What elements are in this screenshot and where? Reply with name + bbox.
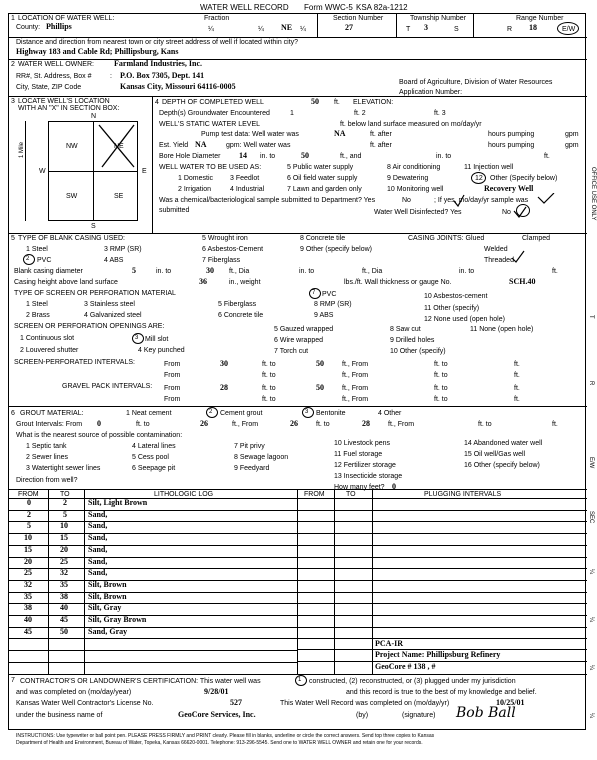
use-7: 7 Lawn and garden only: [287, 186, 362, 193]
x-mark-icon: [94, 121, 138, 171]
casing-1: 1 Steel: [26, 246, 48, 253]
sec3-number: 3: [11, 98, 15, 105]
margin-t: T: [588, 315, 594, 319]
grout-4: 4 Other: [378, 410, 402, 417]
log-cell-from: 35: [24, 591, 32, 601]
sw-label: SW: [66, 193, 78, 200]
contam-15: 15 Oil well/Gas well: [464, 451, 526, 458]
log-cell-lithology: Sand,: [88, 568, 108, 578]
opening-11: 11 None (open hole): [470, 326, 534, 333]
yield-after: ft. after: [370, 142, 392, 149]
gravel-ft-end: ft.: [514, 385, 520, 392]
log-cell-to: 50: [60, 626, 68, 636]
mile-label: 1 Mile: [19, 141, 25, 158]
use-3: 3 Feedlot: [230, 175, 260, 182]
gravel-ft-to-b: ft. to: [262, 396, 276, 403]
log-cell-to: 35: [60, 579, 68, 589]
threaded-check-icon: [510, 250, 526, 264]
contam-5: 5 Cess pool: [132, 454, 169, 461]
margin-q2: ¼: [588, 617, 594, 623]
disinfected-label: Water Well Disinfected? Yes: [374, 209, 462, 216]
use-12-number: 12: [475, 175, 483, 182]
pca-label: PCA-IR: [375, 639, 403, 648]
city-label: City, State, ZIP Code: [16, 84, 82, 91]
log-cell-to: 32: [60, 568, 68, 578]
log-cell-lithology: Sand,: [88, 521, 108, 531]
opening-4: 4 Key punched: [138, 347, 185, 354]
perf-from-1: From: [164, 361, 181, 368]
log-cell-lithology: Sand,: [88, 544, 108, 554]
blank-diameter-value: 5: [132, 266, 136, 275]
contam-3: 3 Watertight sewer lines: [26, 465, 101, 472]
grout-2-number: 2: [209, 409, 213, 415]
yield-tail: gpm: Well water was: [226, 142, 291, 149]
direction-label: Direction from well?: [16, 477, 78, 484]
groundwater-label: Depth(s) Groundwater Encountered: [159, 110, 270, 117]
margin-r: R: [588, 381, 594, 386]
application-label: Application Number:: [399, 89, 463, 96]
board-label: Board of Agriculture, Division of Water Resources: [399, 79, 553, 86]
height-value: 36: [199, 277, 207, 286]
bore-and: ft., and: [340, 153, 362, 160]
fraction-1: ¼: [208, 26, 214, 33]
use-12: Other (Specify below): [490, 175, 558, 182]
distance-value: Highway 183 and Cable Rd; Phillipsburg, Kans: [16, 47, 179, 56]
owner-value: Farmland Industries, Inc.: [114, 59, 203, 68]
log-cell-lithology: Sand,: [88, 533, 108, 543]
log-header-litho: LITHOLOGIC LOG: [154, 491, 214, 498]
log-cell-to: 15: [60, 533, 68, 543]
ksa-number: KSA 82a-1212: [356, 3, 408, 12]
contam-2: 2 Sewer lines: [26, 454, 69, 461]
pump-label: Pump test data: Well water was: [201, 131, 299, 138]
perf-ft-from-b: ft., From: [342, 372, 369, 379]
form-title: WATER WELL RECORD: [200, 3, 289, 12]
pump-value: NA: [334, 129, 346, 138]
screen-label: TYPE OF SCREEN OR PERFORATION MATERIAL: [14, 290, 176, 297]
contam-12: 12 Fertilizer storage: [334, 462, 396, 469]
south-label: S: [91, 223, 96, 230]
grout-to-2: 28: [362, 419, 370, 428]
log-cell-to: 2: [63, 498, 67, 507]
gauge-value: SCH.40: [509, 277, 536, 286]
joints-welded: Welded: [484, 246, 508, 253]
gravel-from-value: 28: [220, 383, 228, 392]
screen-4: 4 Galvanized steel: [84, 312, 142, 319]
casing-3: 3 RMP (SR): [104, 246, 142, 253]
ew-circle-mark: [557, 22, 579, 35]
perf-ft-to: ft. to: [262, 361, 276, 368]
record-label: and this record is true to the best of my knowledge and belief.: [346, 689, 537, 696]
howmany-label: How many feet?: [334, 484, 385, 491]
opening-6: 6 Wire wrapped: [274, 337, 324, 344]
log-cell-from: 45: [24, 626, 32, 636]
use-10: 10 Monitoring well: [387, 186, 444, 193]
fraction-3: NE: [281, 23, 293, 32]
use-5: 5 Public water supply: [287, 164, 354, 171]
use-8: 8 Air conditioning: [387, 164, 441, 171]
contam-1: 1 Septic tank: [26, 443, 67, 450]
casing-7: 7 Fiberglass: [202, 257, 241, 264]
log-cell-lithology: Sand,: [88, 509, 108, 519]
opening-3: Mill slot: [145, 336, 169, 343]
log-cell-to: 10: [60, 521, 68, 531]
by-label: (by): [356, 712, 369, 719]
static-tail: ft. below land surface measured on mo/day/yr: [340, 121, 482, 128]
chem-label: Was a chemical/bacteriological sample submitted to Department? Yes: [159, 197, 376, 204]
contam-8: 8 Sewage lagoon: [234, 454, 289, 461]
screen-9: 9 ABS: [314, 312, 334, 319]
margin-ew: E/W: [588, 457, 594, 469]
business-label: under the business name of: [16, 712, 103, 719]
contam-4: 4 Lateral lines: [132, 443, 176, 450]
sec3-label-1: LOCATE WELL'S LOCATION: [18, 98, 110, 105]
city-value: Kansas City, Missouri 64116-0005: [120, 82, 236, 91]
hours-label-1: hours pumping: [488, 131, 535, 138]
height-label: Casing height above land surface: [14, 279, 118, 286]
grout-from-1: 0: [97, 419, 101, 428]
perf-from-2: From: [164, 372, 181, 379]
fraction-4: ¼: [300, 26, 306, 33]
se-label: SE: [114, 193, 124, 200]
casing-6: 6 Asbestos-Cement: [202, 246, 264, 253]
record-completed-label: This Water Well Record was completed on (mo/day/yr): [280, 700, 450, 707]
bore-value: 14: [239, 151, 247, 160]
depth-label: DEPTH OF COMPLETED WELL: [162, 99, 264, 106]
fraction-label: Fraction: [204, 15, 230, 22]
address-label: RR#, St. Address, Box #: [16, 73, 92, 80]
grout-ft-to-3: ft. to: [478, 421, 492, 428]
log-cell-from: 0: [27, 498, 31, 507]
blank-ft-dia: ft., Dia: [229, 268, 250, 275]
instructions-line-2: Department of Health and Environment, Bureau of Water, Topeka, Kansas 66620-0001. Telephone: 913-296-5545. Send one to WATER WELL OWNER and retain one for your records.: [16, 740, 423, 746]
township-t: T: [406, 26, 411, 33]
fraction-2: ¼: [258, 26, 264, 33]
log-header-from-2: FROM: [304, 491, 325, 498]
static-label: WELL'S STATIC WATER LEVEL: [159, 121, 261, 128]
form-number: Form WWC-5: [304, 3, 353, 12]
grout-ft-to-1: ft. to: [136, 421, 150, 428]
grout-1: 1 Neat cement: [126, 410, 172, 417]
east-label: E: [142, 168, 147, 175]
casing-9: 9 Other (specify below): [300, 246, 372, 253]
use-1: 1 Domestic: [178, 175, 214, 182]
use-6: 6 Oil field water supply: [287, 175, 358, 182]
grout-3: Bentonite: [316, 410, 346, 417]
grout-ft-end: ft.: [552, 421, 558, 428]
business-value: GeoCore Services, Inc.: [178, 710, 256, 719]
log-cell-from: 32: [24, 579, 32, 589]
log-cell-to: 38: [60, 591, 68, 601]
joints-threaded: Threaded: [484, 257, 514, 264]
sec4-number: 4: [155, 99, 159, 106]
casing-2: PVC: [37, 257, 52, 264]
contam-6: 6 Seepage pit: [132, 465, 176, 472]
sec2-number: 2: [11, 61, 15, 68]
perf-ft-from: ft., From: [342, 361, 369, 368]
nw-label: NW: [66, 143, 78, 150]
opening-7: 7 Torch cut: [274, 348, 309, 355]
log-cell-to: 45: [60, 615, 68, 624]
joints-clamped: Clamped: [522, 235, 551, 242]
use-9: 9 Dewatering: [387, 175, 429, 182]
contamination-label: What is the nearest source of possible contamination:: [16, 432, 183, 439]
instructions-line-1: INSTRUCTIONS: Use typewriter or ball point pen. PLEASE PRESS FIRMLY and PRINT clearly. Please fill in blanks, underline or circle the correct answers. Send top three copies to Kansas: [16, 733, 435, 739]
screen-8: 8 RMP (SR): [314, 301, 352, 308]
log-cell-lithology: Silt, Light Brown: [88, 498, 148, 507]
sec3-label-2: WITH AN "X" IN SECTION BOX:: [18, 105, 120, 112]
grout-ft-from-2: ft., From: [388, 421, 415, 428]
gw-1: 1: [290, 110, 294, 117]
perf-ft-to-b: ft. to: [262, 372, 276, 379]
opening-3-number: 3: [135, 335, 139, 341]
gravel-ft-end-b: ft.: [514, 396, 520, 403]
grout-3-number: 3: [305, 409, 309, 415]
use-11: 11 Injection well: [464, 164, 514, 171]
screen-6: 6 Concrete tile: [218, 312, 264, 319]
blank-ft-dia-2: ft., Dia: [362, 268, 383, 275]
blank-ft: ft.: [552, 268, 558, 275]
bore-in-2: in. to: [436, 153, 452, 160]
log-cell-from: 2: [27, 509, 31, 519]
use-4: 4 Industrial: [230, 186, 265, 193]
sec1-number: 1: [11, 15, 15, 22]
casing-2-number: 2: [26, 256, 30, 262]
office-use-label: OFFICE USE ONLY: [590, 167, 596, 221]
cert-option-1: 1: [298, 677, 302, 683]
grout-2: Cement grout: [220, 410, 263, 417]
north-label: N: [91, 113, 97, 120]
perf-ft-to-b2: ft. to: [434, 372, 448, 379]
township-label: Township Number: [410, 15, 467, 22]
sec6-number: 6: [11, 410, 15, 417]
recovery-value: Recovery Well: [484, 184, 534, 193]
grout-to-1: 26: [200, 419, 208, 428]
perf-to-value: 50: [316, 359, 324, 368]
grout-from-2: 26: [290, 419, 298, 428]
geocore-number: GeoCore # 138 , #: [375, 662, 436, 671]
log-cell-to: 40: [60, 603, 68, 613]
record-date: 10/25/01: [496, 698, 525, 707]
perf-ft-end-b: ft.: [514, 372, 520, 379]
log-cell-lithology: Silt, Brown: [88, 579, 127, 589]
completed-label: and was completed on (mo/day/year): [16, 689, 132, 696]
blank-to-value: 30: [206, 266, 214, 275]
weight-label: in., weight: [229, 279, 261, 286]
gravel-to-value: 50: [316, 383, 324, 392]
address-colon: :: [110, 73, 112, 80]
section-label: Section Number: [333, 15, 384, 22]
gpm-label-1: gpm: [565, 131, 579, 138]
openings-label: SCREEN OR PERFORATION OPENINGS ARE:: [14, 323, 165, 330]
blank-in-to: in. to: [156, 268, 172, 275]
township-value: 3: [424, 23, 428, 32]
pump-tail: ft. after: [370, 131, 392, 138]
sec1-label: LOCATION OF WATER WELL:: [18, 15, 115, 22]
chem-no: No: [402, 197, 411, 204]
license-value: 527: [230, 698, 242, 707]
screen-12: 12 None used (open hole): [424, 316, 505, 323]
grout-label: GROUT MATERIAL:: [20, 410, 84, 417]
casing-5: 5 Wrought iron: [202, 235, 248, 242]
bore-to-value: 50: [301, 151, 309, 160]
grout-ft-to-2: ft. to: [316, 421, 330, 428]
contam-16: 16 Other (specify below): [464, 462, 540, 469]
log-cell-from: 10: [24, 533, 32, 543]
chem-ifyes: ; If yes, mo/day/yr sample was: [434, 197, 529, 204]
log-cell-lithology: Sand,: [88, 556, 108, 566]
perf-label: SCREEN-PERFORATED INTERVALS:: [14, 359, 135, 366]
disinfected-no: No: [502, 209, 511, 216]
screen-2: 2 Brass: [26, 312, 50, 319]
opening-2: 2 Louvered shutter: [20, 347, 79, 354]
range-label: Range Number: [516, 15, 564, 22]
section-value: 27: [345, 23, 353, 32]
bore-label: Bore Hole Diameter: [159, 153, 221, 160]
gravel-ft-to: ft. to: [262, 385, 276, 392]
screen-11: 11 Other (specify): [424, 305, 480, 312]
casing-8: 8 Concrete tile: [300, 235, 346, 242]
license-label: Kansas Water Well Contractor's License No.: [16, 700, 154, 707]
contam-10: 10 Livestock pens: [334, 440, 391, 447]
use-2: 2 Irrigation: [178, 186, 212, 193]
bore-in: in. to: [260, 153, 276, 160]
signature-label: (signature): [402, 712, 436, 719]
contam-13: 13 Insecticide storage: [334, 473, 403, 480]
contam-11: 11 Fuel storage: [334, 451, 383, 458]
gravel-ft-from: ft., From: [342, 385, 369, 392]
grout-interval-label: Grout Intervals: From: [16, 421, 83, 428]
contam-9: 9 Feedyard: [234, 465, 270, 472]
gpm-label-2: gpm: [565, 142, 579, 149]
log-cell-from: 20: [24, 556, 32, 566]
screen-7: PVC: [322, 291, 337, 298]
contam-14: 14 Abandoned water well: [464, 440, 543, 447]
log-cell-from: 40: [24, 615, 32, 624]
log-cell-from: 38: [24, 603, 32, 613]
log-cell-lithology: Silt, Gray: [88, 603, 122, 613]
address-value: P.O. Box 7305, Dept. 141: [120, 71, 205, 80]
opening-1: 1 Continuous slot: [20, 335, 75, 342]
gravel-from-2: From: [164, 396, 181, 403]
blank-in-to-2: in. to: [299, 268, 315, 275]
opening-8: 8 Saw cut: [390, 326, 421, 333]
blank-in-to-3: in. to: [459, 268, 475, 275]
yield-label: Est. Yield: [159, 142, 189, 149]
log-cell-from: 5: [27, 521, 31, 531]
range-ew: E/W: [562, 26, 576, 33]
range-r: R: [507, 26, 513, 33]
log-header-plugging: PLUGGING INTERVALS: [424, 491, 502, 498]
west-label: W: [39, 168, 46, 175]
grout-ft-from: ft., From: [232, 421, 259, 428]
screen-7-number: 7: [312, 290, 316, 296]
township-s: S: [454, 26, 459, 33]
use-12-circle-mark: [471, 172, 486, 184]
use-label: WELL WATER TO BE USED AS:: [159, 164, 262, 171]
log-cell-lithology: Silt, Gray Brown: [88, 615, 147, 624]
gw-3: ft. 3: [434, 110, 446, 117]
perf-ft-end: ft.: [514, 361, 520, 368]
opening-9: 9 Drilled holes: [390, 337, 435, 344]
log-cell-from: 15: [24, 544, 32, 554]
log-cell-lithology: Sand, Gray: [88, 626, 128, 636]
depth-value: 50: [311, 97, 319, 106]
elevation-label: ELEVATION:: [353, 99, 394, 106]
screen-1: 1 Steel: [26, 301, 48, 308]
gravel-ft-to-2: ft. to: [434, 385, 448, 392]
joints-label: CASING JOINTS: Glued: [408, 235, 485, 242]
margin-q3: ¼: [588, 665, 594, 671]
sec5-number: 5: [11, 235, 15, 242]
gravel-ft-from-b: ft., From: [342, 396, 369, 403]
log-cell-to: 25: [60, 556, 68, 566]
howmany-value: 0: [392, 482, 396, 491]
gravel-label: GRAVEL PACK INTERVALS:: [62, 383, 153, 390]
hours-label-2: hours pumping: [488, 142, 535, 149]
log-header-to-2: TO: [346, 491, 356, 498]
casing-label: TYPE OF BLANK CASING USED:: [18, 235, 125, 242]
bore-ft-2: ft.: [544, 153, 550, 160]
county-label: County:: [16, 24, 41, 31]
perf-from-value: 30: [220, 359, 228, 368]
screen-5: 5 Fiberglass: [218, 301, 257, 308]
cert-label: CONTRACTOR'S OR LANDOWNER'S CERTIFICATION: This water well was: [20, 678, 261, 685]
opening-10: 10 Other (specify): [390, 348, 446, 355]
gw-2: ft. 2: [354, 110, 366, 117]
casing-4: 4 ABS: [104, 257, 124, 264]
margin-sec: SEC: [588, 511, 594, 524]
depth-ft: ft.: [334, 99, 340, 106]
range-value: 18: [529, 23, 537, 32]
sec2-label: WATER WELL OWNER:: [18, 61, 94, 68]
yield-value: NA: [195, 140, 207, 149]
margin-q4: ¼: [588, 713, 594, 719]
distance-label: Distance and direction from nearest town or city street address of well if located within city?: [16, 39, 299, 46]
county-value: Phillips: [46, 22, 72, 31]
project-name: Project Name: Phillipsburg Refinery: [375, 650, 501, 659]
perf-ft-to-2: ft. to: [434, 361, 448, 368]
sec7-number: 7: [11, 677, 15, 684]
blank-diameter-label: Blank casing diameter: [14, 268, 83, 275]
gravel-ft-to-b2: ft. to: [434, 396, 448, 403]
opening-5: 5 Gauzed wrapped: [274, 326, 334, 333]
log-cell-from: 25: [24, 568, 32, 578]
lbs-label: lbs./ft. Wall thickness or gauge No.: [344, 279, 452, 286]
log-header-from: FROM: [18, 491, 39, 498]
cert-tail: constructed, (2) reconstructed, or (3) plugged under my jurisdiction: [309, 678, 516, 685]
gravel-from-1: From: [164, 385, 181, 392]
screen-3: 3 Stainless steel: [84, 301, 135, 308]
ne-label: NE: [114, 143, 124, 150]
log-header-to: TO: [60, 491, 70, 498]
submitted-label: submitted: [159, 207, 190, 214]
disinfected-no-circle-mark: [516, 204, 530, 217]
signature-mark: Bob Ball: [456, 705, 516, 721]
log-cell-to: 5: [63, 509, 67, 519]
log-cell-lithology: Silt, Brown: [88, 591, 127, 601]
margin-q1: ¼: [588, 569, 594, 575]
contam-7: 7 Pit privy: [234, 443, 265, 450]
water-well-record-form: [4, 3, 596, 757]
log-cell-to: 20: [60, 544, 68, 554]
completed-date: 9/28/01: [204, 687, 229, 696]
screen-10: 10 Asbestos-cement: [424, 293, 488, 300]
